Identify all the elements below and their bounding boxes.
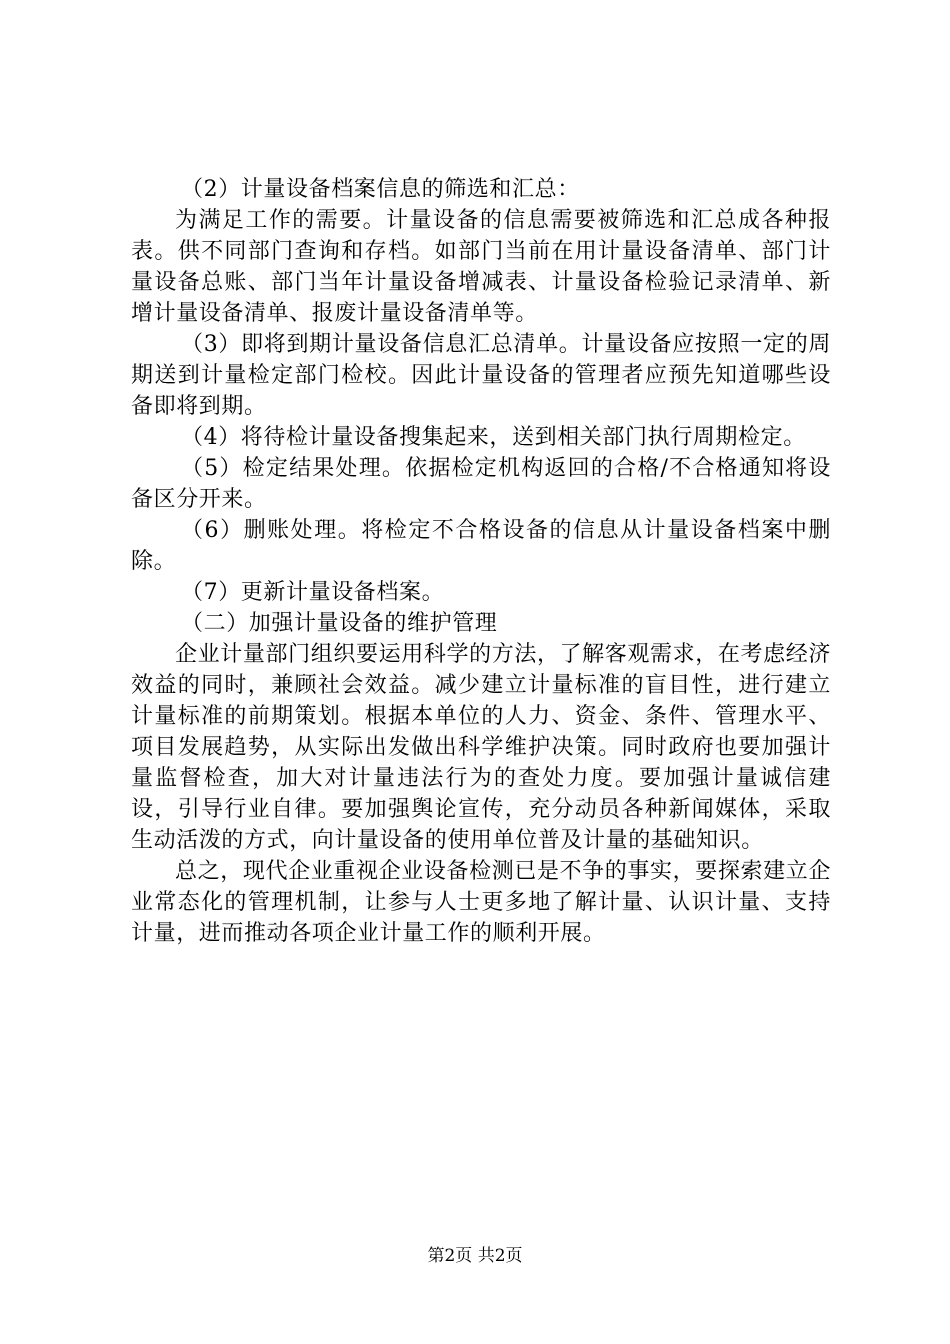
paragraph-item-2-heading: （2）计量设备档案信息的筛选和汇总： bbox=[181, 177, 580, 202]
paragraph-item-5: （5）检定结果处理。依据检定机构返回的合格/不合格通知将设备区分开来。 bbox=[131, 456, 831, 512]
section-heading-maintenance: （二）加强计量设备的维护管理 bbox=[181, 611, 498, 636]
paragraph-item-3: （3）即将到期计量设备信息汇总清单。计量设备应按照一定的周期送到计量检定部门检校。因此计量设备的管理者应预先知道哪些设备即将到期。 bbox=[131, 332, 831, 419]
page-number-footer: 第2页 共2页 bbox=[427, 1246, 523, 1266]
paragraph-item-6: （6）删账处理。将检定不合格设备的信息从计量设备档案中删除。 bbox=[131, 518, 831, 574]
paragraph-filter-summary: 为满足工作的需要。计量设备的信息需要被筛选和汇总成各种报表。供不同部门查询和存档。如部门当前在用计量设备清单、部门计量设备总账、部门当年计量设备增减表、计量设备检验记录清单、新增计量设备清单、报废计量设备清单等。 bbox=[131, 208, 831, 326]
paragraph-conclusion: 总之，现代企业重视企业设备检测已是不争的事实，要探索建立企业常态化的管理机制，让参与人士更多地了解计量、认识计量、支持计量，进而推动各项企业计量工作的顺利开展。 bbox=[131, 859, 831, 946]
document-body bbox=[131, 174, 831, 949]
paragraph-item-4: （4）将待检计量设备搜集起来，送到相关部门执行周期检定。 bbox=[181, 425, 806, 450]
paragraph-item-7: （7）更新计量设备档案。 bbox=[181, 580, 445, 605]
paragraph-maintenance-body: 企业计量部门组织要运用科学的方法，了解客观需求，在考虑经济效益的同时，兼顾社会效益。减少建立计量标准的盲目性，进行建立计量标准的前期策划。根据本单位的人力、资金、条件、管理水平、项目发展趋势，从实际出发做出科学维护决策。同时政府也要加强计量监督检查，加大对计量违法行为的查处力度。要加强计量诚信建设，引导行业自律。要加强舆论宣传，充分动员各种新闻媒体，采取生动活泼的方式，向计量设备的使用单位普及计量的基础知识。 bbox=[131, 642, 831, 853]
